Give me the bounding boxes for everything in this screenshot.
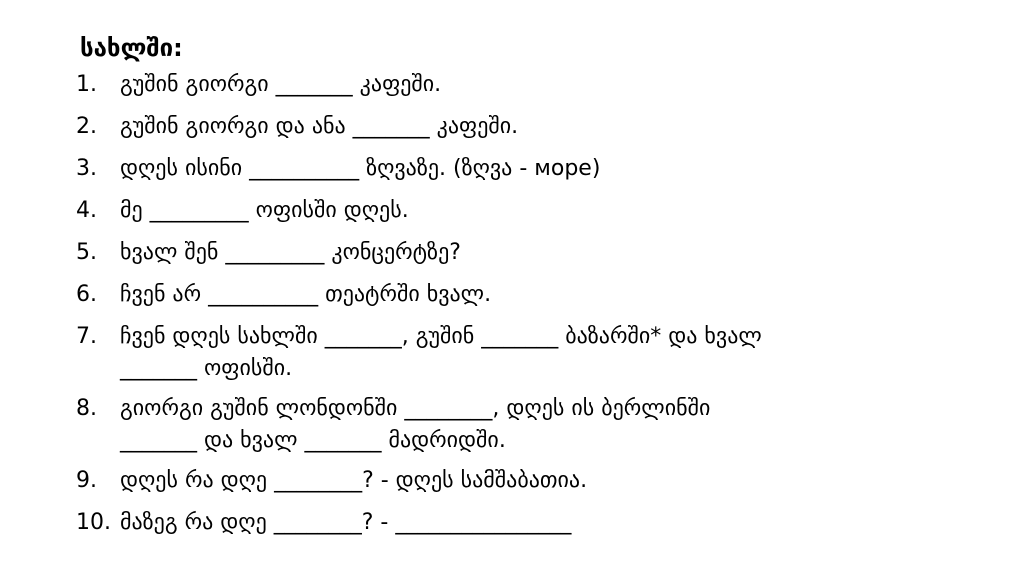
item-number: 7.	[76, 324, 97, 349]
item-number: 9.	[76, 468, 97, 493]
item-line: გიორგი გუშინ ლონდონში ________, დღეს ის ბერლინში	[120, 396, 711, 421]
worksheet-heading: სახლში:	[80, 34, 183, 62]
item-number: 4.	[76, 198, 97, 223]
item-text: მე _________ ოფისში დღეს.	[120, 198, 409, 223]
exercise-item-3	[76, 153, 1006, 185]
item-line: ჩვენ დღეს სახლში _______, გუშინ _______ ბაზარში* და ხვალ	[120, 324, 762, 349]
item-number: 3.	[76, 156, 97, 181]
item-number: 6.	[76, 282, 97, 307]
item-text	[120, 393, 1006, 457]
item-line: _______ და ხვალ _______ მადრიდში.	[120, 428, 506, 453]
item-number: 2.	[76, 114, 97, 139]
exercise-item-4	[76, 195, 1006, 227]
exercise-item-7	[76, 321, 1006, 385]
item-text: ჩვენ არ __________ თეატრში ხვალ.	[120, 282, 492, 307]
exercise-item-8	[76, 393, 1006, 457]
item-number: 5.	[76, 240, 97, 265]
exercise-item-10	[76, 507, 1006, 539]
item-number: 1.	[76, 72, 97, 97]
exercise-item-6	[76, 279, 1006, 311]
exercise-item-1	[76, 69, 1006, 101]
item-text: გუშინ გიორგი და ანა _______ კაფეში.	[120, 114, 519, 139]
item-text: დღეს რა დღე ________? - დღეს სამშაბათია.	[120, 468, 588, 493]
exercise-list	[76, 69, 1006, 549]
item-text: ხვალ შენ _________ კონცერტზე?	[120, 240, 461, 265]
exercise-item-5	[76, 237, 1006, 269]
exercise-item-2	[76, 111, 1006, 143]
item-line: _______ ოფისში.	[120, 356, 293, 381]
item-text: მაზეგ რა დღე ________? - ________________	[120, 510, 572, 535]
item-text	[120, 321, 1006, 385]
item-text: გუშინ გიორგი _______ კაფეში.	[120, 72, 442, 97]
item-number: 8.	[76, 396, 97, 421]
exercise-item-9	[76, 465, 1006, 497]
item-text: დღეს ისინი __________ ზღვაზე. (ზღვა - море)	[120, 156, 601, 181]
item-number: 10.	[76, 510, 111, 535]
